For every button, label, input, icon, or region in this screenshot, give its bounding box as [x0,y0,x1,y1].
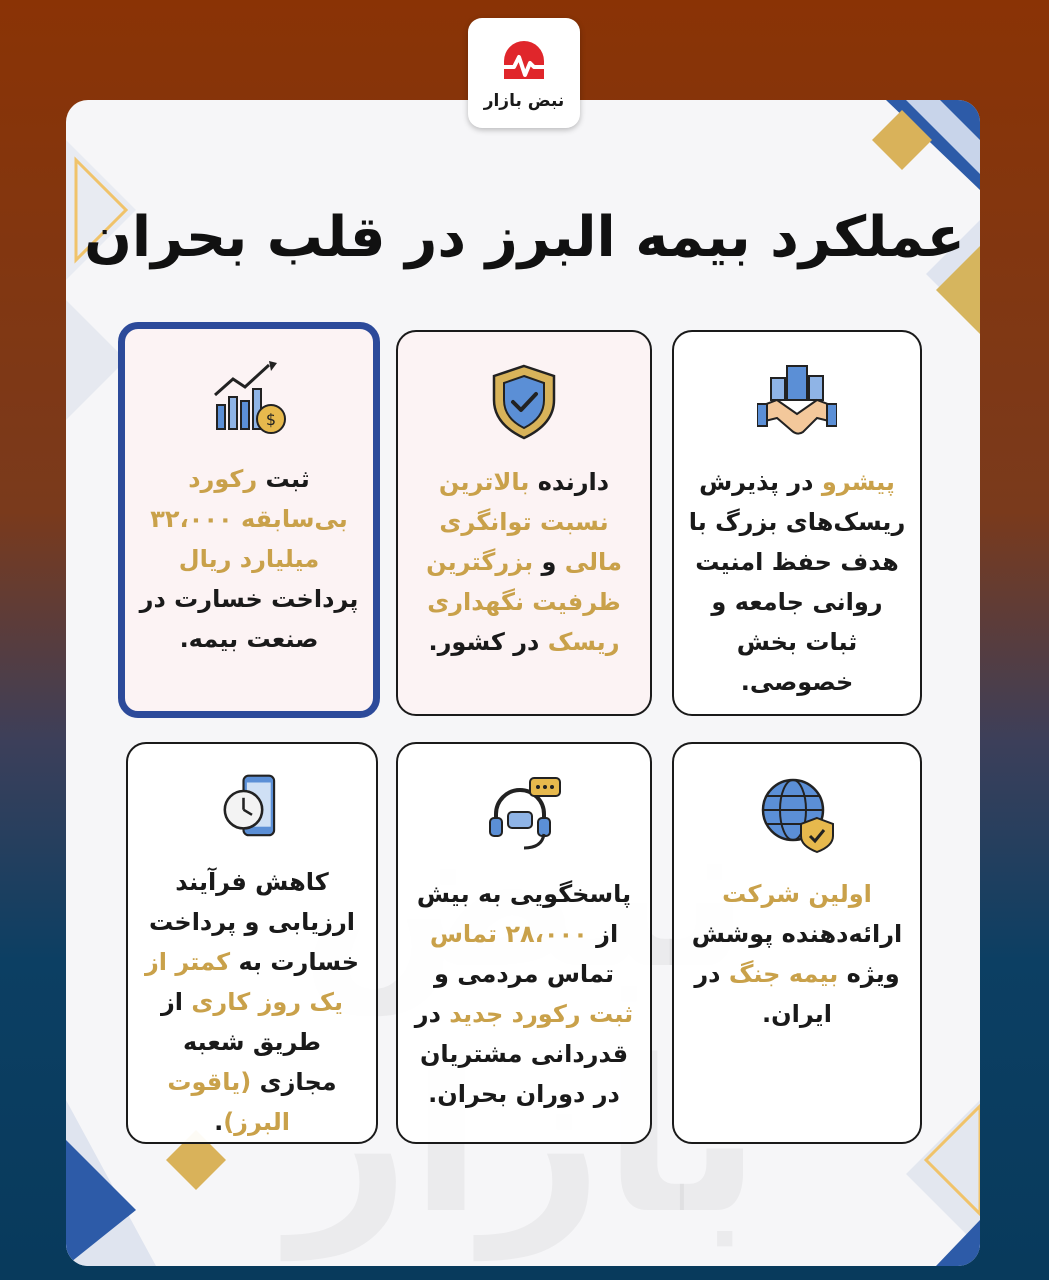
card-text [398,462,650,662]
highlight-text: پیشرو [821,468,895,496]
brand-name: نبض بازار [483,91,565,111]
highlight-text: ثبت رکورد جدید [449,1000,634,1028]
card-war-insurance [672,742,922,1144]
handshake-buildings-icon [757,362,837,442]
highlight-text: اولین شرکت [722,880,872,908]
shield-check-icon [484,362,564,442]
body-text: در پذیرش ریسک‌های بزرگ با هدف حفظ امنیت روانی جامعه و ثبات بخش خصوصی. [688,468,906,696]
body-text: ثبت [257,465,310,493]
highlight-text: (یاقوت البرز) [167,1068,290,1136]
highlight-text: رکورد بی‌سابقه ۳۲،۰۰۰ میلیارد ریال [150,465,348,573]
body-text: تماس مردمی و [433,960,615,988]
body-text: در کشور. [428,628,548,656]
pulse-logo-icon [496,35,552,87]
growth-chart-coin-icon [209,359,289,439]
highlight-text: بزرگترین ظرفیت نگهداری ریسک [426,548,621,656]
globe-shield-icon [757,774,837,854]
body-text: کاهش فرآیند ارزیابی و پرداخت خسارت به [149,868,360,976]
body-text: دارنده [529,468,610,496]
body-text: . [214,1108,224,1136]
card-text [674,462,920,702]
body-text: پاسخگویی به بیش از [416,880,632,948]
body-text: ارائه‌دهنده پوشش ویژه [691,920,903,988]
page-title: عملکرد بیمه البرز در قلب بحران [84,205,965,270]
body-text: در ایران. [694,960,832,1028]
body-text: از طریق شعبه مجازی [160,988,337,1096]
card-virtual-branch [126,742,378,1144]
card-pioneer-risk [672,330,922,716]
card-text [674,874,920,1034]
headset-support-icon [484,774,564,854]
highlight-text: بالاترین نسبت توانگری مالی [438,468,622,576]
card-call-center [396,742,652,1144]
body-text: در قدردانی مشتریان در دوران بحران. [414,1000,629,1108]
highlight-text: کمتر از یک روز کاری [144,948,344,1016]
highlight-text: ۲۸،۰۰۰ تماس [429,920,588,948]
phone-clock-icon [212,774,292,842]
highlight-text: بیمه جنگ [728,960,839,988]
brand-logo [468,18,580,128]
body-text: و [533,548,565,576]
svg-text:$: $ [265,410,277,429]
card-text [398,874,650,1114]
card-text [128,862,376,1142]
card-text [125,459,373,659]
card-record-payout [118,322,380,718]
card-solvency [396,330,652,716]
body-text: پرداخت خسارت در صنعت بیمه. [139,585,359,653]
